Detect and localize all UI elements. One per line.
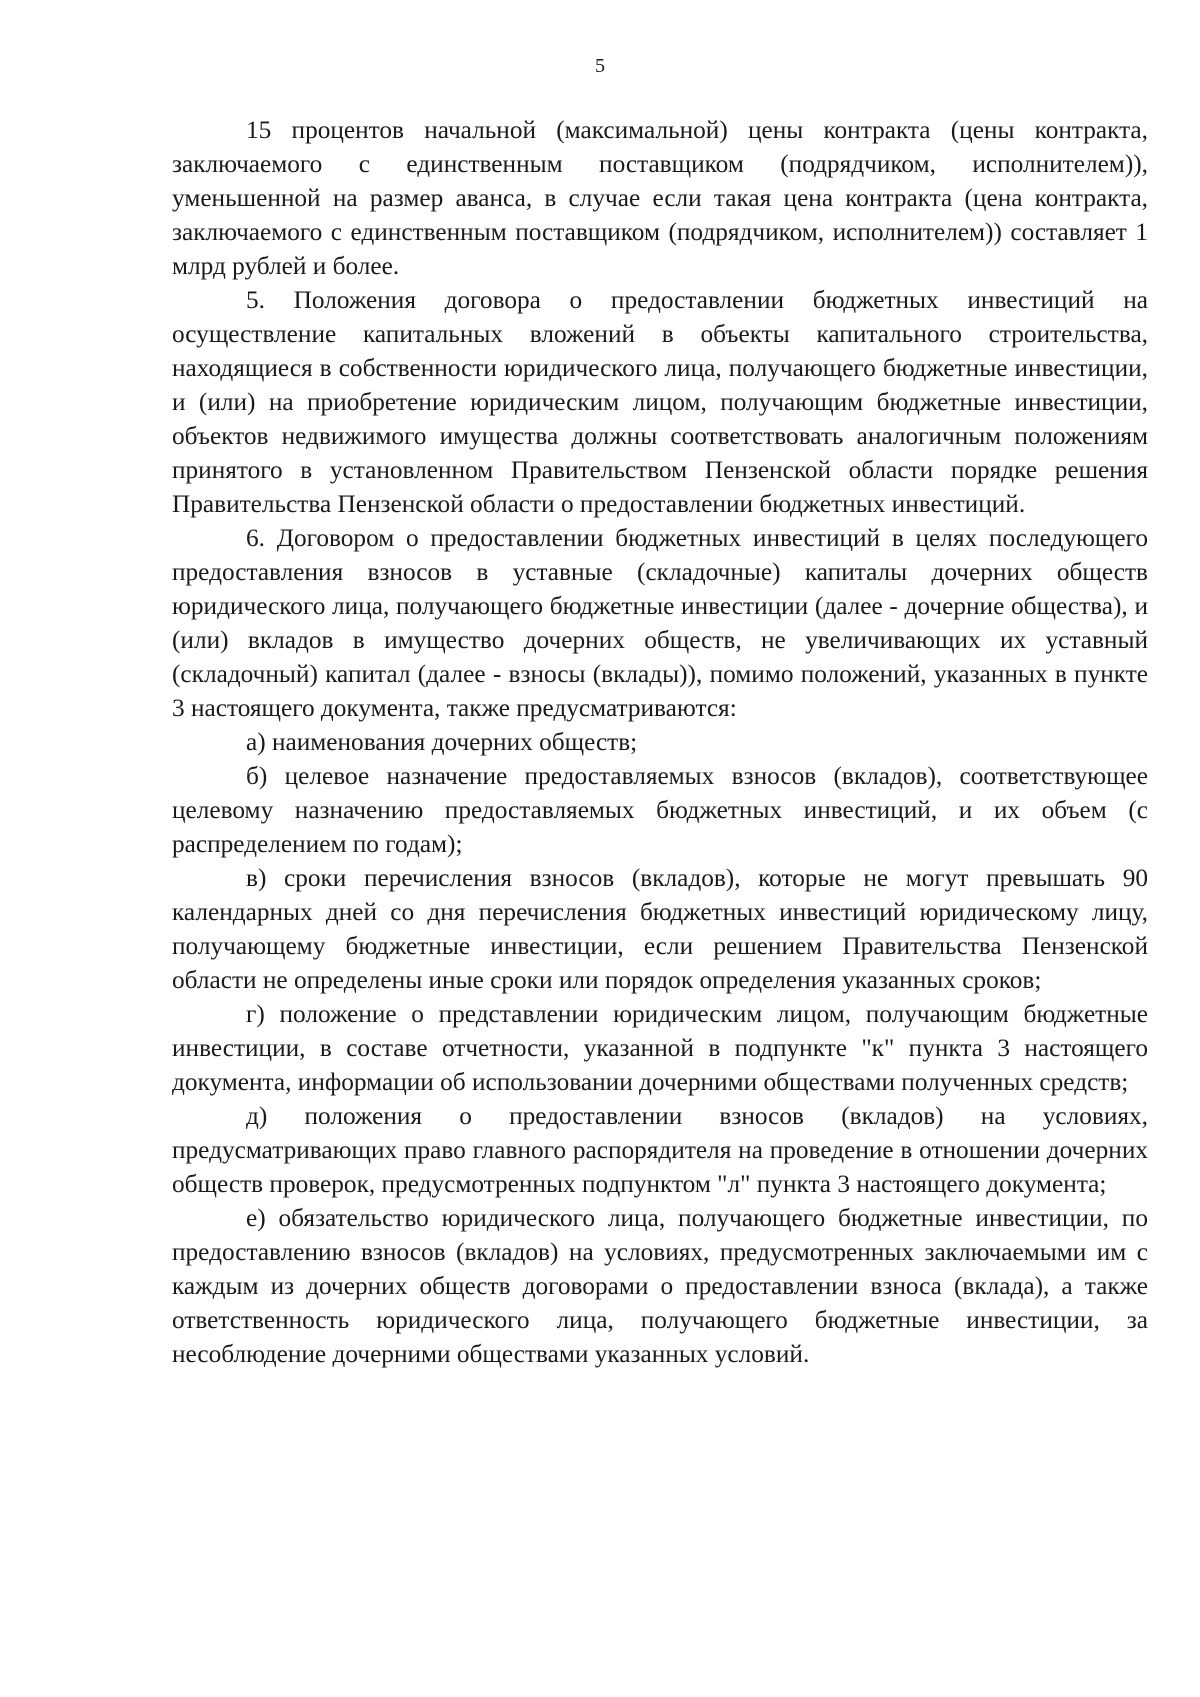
- paragraph-continuation: 15 процентов начальной (максимальной) цены контракта (цены контракта, заключаемого с единственным поставщиком (подрядчиком, исполнителем)), уменьшенной на размер аванса, в случае если такая цена контракта (цена контракта, заключаемого с единственным поставщиком (подрядчиком, исполнителем)) составляет 1 млрд рублей и более.: [172, 116, 1148, 280]
- subitem-b: б) целевое назначение предоставляемых взносов (вкладов), соответствующее целевому назначению предоставляемых бюджетных инвестиций, и их объем (с распределением по годам);: [172, 762, 1148, 858]
- paragraph-item-5: 5. Положения договора о предоставлении бюджетных инвестиций на осуществление капитальных вложений в объекты капитального строительства, находящиеся в собственности юридического лица, получающего бюджетные инвестиции, и (или) на приобретение юридическим лицом, получающим бюджетные инвестиции, объектов недвижимого имущества должны соответствовать аналогичным положениям принятого в установленном Правительством Пензенской области порядке решения Правительства Пензенской области о предоставлении бюджетных инвестиций.: [172, 286, 1148, 518]
- subitem-v: в) сроки перечисления взносов (вкладов), которые не могут превышать 90 календарных дней со дня перечисления бюджетных инвестиций юридическому лицу, получающему бюджетные инвестиции, если решением Правительства Пензенской области не определены иные сроки или порядок определения указанных сроков;: [172, 864, 1148, 994]
- subitem-g: г) положение о представлении юридическим лицом, получающим бюджетные инвестиции, в составе отчетности, указанной в подпункте "к" пункта 3 настоящего документа, информации об использовании дочерними обществами полученных средств;: [172, 1000, 1148, 1096]
- page-number: 5: [595, 55, 605, 77]
- document-body: [172, 113, 1148, 1371]
- subitem-a: а) наименования дочерних обществ;: [246, 728, 638, 756]
- subitem-d: д) положения о предоставлении взносов (вкладов) на условиях, предусматривающих право главного распорядителя на проведение в отношении дочерних обществ проверок, предусмотренных подпунктом "л" пункта 3 настоящего документа;: [172, 1102, 1148, 1198]
- paragraph-item-6: 6. Договором о предоставлении бюджетных инвестиций в целях последующего предоставления взносов в уставные (складочные) капиталы дочерних обществ юридического лица, получающего бюджетные инвестиции (далее - дочерние общества), и (или) вкладов в имущество дочерних обществ, не увеличивающих их уставный (складочный) капитал (далее - взносы (вклады)), помимо положений, указанных в пункте 3 настоящего документа, также предусматриваются:: [172, 524, 1148, 722]
- subitem-e: е) обязательство юридического лица, получающего бюджетные инвестиции, по предоставлению взносов (вкладов) на условиях, предусмотренных заключаемыми им с каждым из дочерних обществ договорами о предоставлении взноса (вклада), а также ответственность юридического лица, получающего бюджетные инвестиции, за несоблюдение дочерними обществами указанных условий.: [172, 1204, 1148, 1368]
